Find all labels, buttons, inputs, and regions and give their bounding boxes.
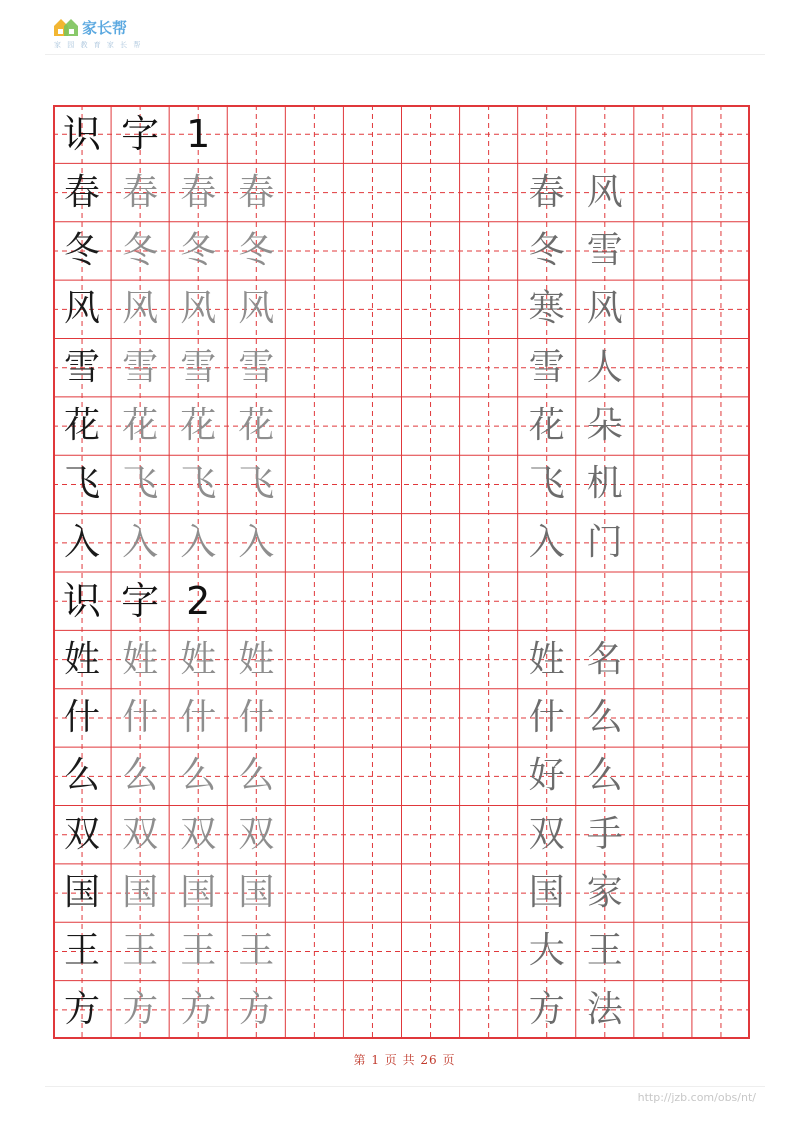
word-character: 风 xyxy=(586,288,623,330)
word-character: 门 xyxy=(586,521,623,563)
model-character: 入 xyxy=(64,521,101,563)
trace-character: 雪 xyxy=(238,346,275,388)
word-character: 姓 xyxy=(528,638,565,680)
word-character: 大 xyxy=(528,930,565,972)
word-character: 手 xyxy=(586,813,623,855)
trace-character: 春 xyxy=(180,171,217,213)
word-character: 人 xyxy=(586,346,623,388)
word-character: 名 xyxy=(586,638,623,680)
word-character: 么 xyxy=(586,755,623,797)
trace-character: 冬 xyxy=(180,229,217,271)
trace-character: 国 xyxy=(180,872,217,914)
model-character: 国 xyxy=(64,872,101,914)
model-character: 王 xyxy=(64,930,101,972)
word-character: 国 xyxy=(528,872,565,914)
logo-text: 家长帮 xyxy=(82,19,128,37)
word-character: 风 xyxy=(586,171,623,213)
word-character: 春 xyxy=(528,171,565,213)
trace-character: 飞 xyxy=(238,463,275,505)
trace-character: 入 xyxy=(180,521,217,563)
model-character: 姓 xyxy=(64,638,101,680)
word-character: 朵 xyxy=(586,405,623,447)
trace-character: 么 xyxy=(238,755,275,797)
word-character: 家 xyxy=(586,872,623,914)
trace-character: 么 xyxy=(122,755,159,797)
trace-character: 国 xyxy=(122,872,159,914)
trace-character: 国 xyxy=(238,872,275,914)
section-title-char: 字 xyxy=(121,112,160,157)
trace-character: 什 xyxy=(180,696,217,738)
trace-character: 飞 xyxy=(122,463,159,505)
model-character: 么 xyxy=(64,755,101,797)
trace-character: 春 xyxy=(122,171,159,213)
page-number: 第 1 页 共 26 页 xyxy=(353,1053,456,1067)
section-title-char: 2 xyxy=(186,579,211,624)
trace-character: 花 xyxy=(180,405,217,447)
trace-character: 入 xyxy=(122,521,159,563)
word-character: 花 xyxy=(528,405,565,447)
model-character: 风 xyxy=(64,288,101,330)
header-divider xyxy=(45,54,765,55)
footer-url: http://jzb.com/obs/nt/ xyxy=(637,1091,756,1104)
section-title-char: 识 xyxy=(63,579,102,624)
model-character: 方 xyxy=(64,988,101,1030)
trace-character: 春 xyxy=(238,171,275,213)
model-character: 雪 xyxy=(64,346,101,388)
trace-character: 冬 xyxy=(122,229,159,271)
word-character: 飞 xyxy=(528,463,565,505)
word-character: 雪 xyxy=(586,229,623,271)
model-character: 冬 xyxy=(64,229,101,271)
trace-character: 双 xyxy=(180,813,217,855)
trace-character: 风 xyxy=(180,288,217,330)
trace-character: 入 xyxy=(238,521,275,563)
word-character: 机 xyxy=(586,463,623,505)
model-character: 春 xyxy=(64,171,101,213)
tianzige-practice-grid xyxy=(53,105,750,1039)
word-character: 寒 xyxy=(528,288,565,330)
trace-character: 姓 xyxy=(122,638,159,680)
model-character: 飞 xyxy=(64,463,101,505)
house-logo-icon xyxy=(52,16,82,38)
word-character: 方 xyxy=(528,988,565,1030)
trace-character: 雪 xyxy=(122,346,159,388)
trace-character: 花 xyxy=(122,405,159,447)
model-character: 双 xyxy=(64,813,101,855)
trace-character: 方 xyxy=(180,988,217,1030)
trace-character: 冬 xyxy=(238,229,275,271)
trace-character: 雪 xyxy=(180,346,217,388)
trace-character: 花 xyxy=(238,405,275,447)
section-title-char: 1 xyxy=(186,112,211,157)
trace-character: 双 xyxy=(122,813,159,855)
word-character: 好 xyxy=(528,755,565,797)
word-character: 王 xyxy=(586,930,623,972)
word-character: 双 xyxy=(528,813,565,855)
section-title-char: 识 xyxy=(63,112,102,157)
trace-character: 什 xyxy=(238,696,275,738)
word-character: 入 xyxy=(528,521,565,563)
model-character: 花 xyxy=(64,405,101,447)
trace-character: 飞 xyxy=(180,463,217,505)
logo-subtitle: 家 园 教 育 家 长 帮 xyxy=(54,41,143,49)
trace-character: 姓 xyxy=(180,638,217,680)
trace-character: 风 xyxy=(238,288,275,330)
word-character: 雪 xyxy=(528,346,565,388)
word-character: 么 xyxy=(586,696,623,738)
word-character: 冬 xyxy=(528,229,565,271)
model-character: 什 xyxy=(64,696,101,738)
trace-character: 姓 xyxy=(238,638,275,680)
trace-character: 么 xyxy=(180,755,217,797)
footer-divider xyxy=(45,1086,765,1087)
trace-character: 方 xyxy=(238,988,275,1030)
trace-character: 王 xyxy=(180,930,217,972)
trace-character: 方 xyxy=(122,988,159,1030)
word-character: 什 xyxy=(528,696,565,738)
section-title-char: 字 xyxy=(121,579,160,624)
word-character: 法 xyxy=(586,988,623,1030)
trace-character: 双 xyxy=(238,813,275,855)
trace-character: 什 xyxy=(122,696,159,738)
trace-character: 风 xyxy=(122,288,159,330)
trace-character: 王 xyxy=(122,930,159,972)
trace-character: 王 xyxy=(238,930,275,972)
